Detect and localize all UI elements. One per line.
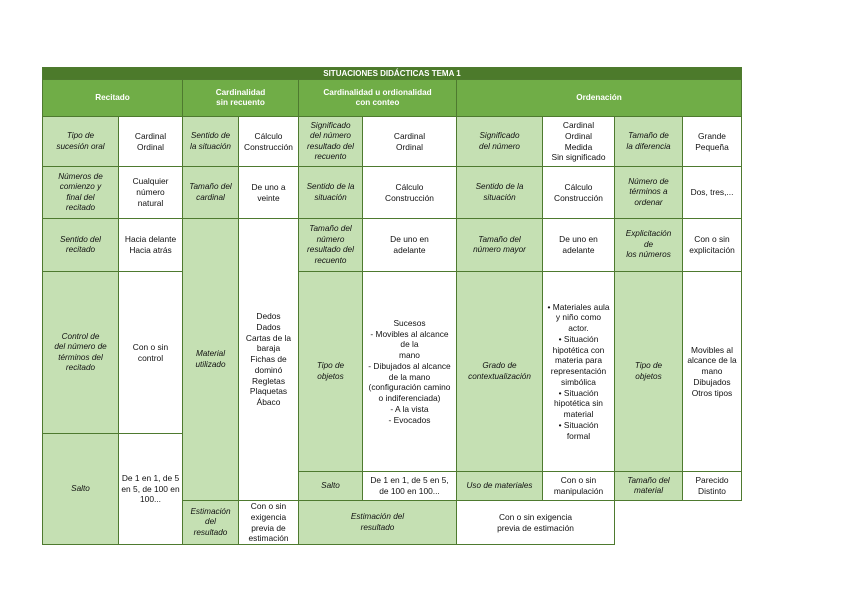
ordenacion-value: Grande Pequeña [683,117,742,167]
recitado-value: De 1 en 1, de 5 en 5, de 100 en 100... [119,434,183,545]
ordenacion-label: Tamaño de la diferencia [615,117,683,167]
cardinalidad-label: Material utilizado [183,219,239,501]
header-recitado: Recitado [43,80,183,117]
ordenacion-value: Con o sin explicitación [683,219,742,272]
ordinalidad-value: Sucesos - Movibles al alcance de la mano - Dibujados al alcance de la mano (configuración camino o indiferenciada) - A la vista - Evocados [363,272,457,472]
ordenacion-value: Dos, tres,... [683,167,742,219]
recitado-label: Sentido del recitado [43,219,119,272]
ordinalidad-label: Estimación del resultado [183,501,239,545]
ordenacion-label: Explicitación de los números [615,219,683,272]
header-ordinalidad: Cardinalidad u ordionalidad con conteo [299,80,457,117]
cardinalidad-label: Tamaño del cardinal [183,167,239,219]
recitado-value: Con o sin control [119,272,183,434]
ordenacion-value: Parecido Distinto [683,472,742,501]
ordinalidad-label: Significado del número resultado del recuento [299,117,363,167]
ordinalidad-value: Cálculo Construcción [363,167,457,219]
ordenacion-value: Cardinal Ordinal Medida Sin significado [543,117,615,167]
ordenacion-value: De uno en adelante [543,219,615,272]
ordenacion-label: Número de términos a ordenar [615,167,683,219]
cardinalidad-value: De uno a veinte [239,167,299,219]
ordinalidad-value: De 1 en 1, de 5 en 5, de 100 en 100... [363,472,457,501]
ordenacion-value: Con o sin manipulación [543,472,615,501]
recitado-label: Tipo de sucesión oral [43,117,119,167]
ordenacion-label: Tipo de objetos [615,272,683,472]
cardinalidad-value: Dedos Dados Cartas de la baraja Fichas de dominó Regletas Plaquetas Ábaco [239,219,299,501]
ordinalidad-label: Tamaño del número resultado del recuento [299,219,363,272]
recitado-value: Cualquier número natural [119,167,183,219]
ordenacion-label: Tamaño del material [615,472,683,501]
ordenacion-label: Uso de materiales [457,472,543,501]
ordenacion-value: Movibles al alcance de la mano Dibujados Otros tipos [683,272,742,472]
ordinalidad-label: Tipo de objetos [299,272,363,472]
ordenacion-value: • Materiales aula y niño como actor. • Situación hipotética con materia para representación simbólica • Situación hipotética sin material • Situación formal [543,272,615,472]
recitado-label: Números de comienzo y final del recitado [43,167,119,219]
ordinalidad-value: Con o sin exigencia previa de estimación [239,501,299,545]
cardinalidad-label: Sentido de la situación [183,117,239,167]
recitado-label: Control de del número de términos del recitado [43,272,119,434]
ordinalidad-value: De uno en adelante [363,219,457,272]
cardinalidad-value: Cálculo Construcción [239,117,299,167]
ordenacion-label: Estimación del resultado [299,501,457,545]
ordinalidad-label: Sentido de la situación [299,167,363,219]
header-cardinalidad: Cardinalidad sin recuento [183,80,299,117]
recitado-label: Salto [43,434,119,545]
ordenacion-value: Cálculo Construcción [543,167,615,219]
ordinalidad-label: Salto [299,472,363,501]
ordinalidad-value: Cardinal Ordinal [363,117,457,167]
ordenacion-label: Sentido de la situación [457,167,543,219]
recitado-value: Cardinal Ordinal [119,117,183,167]
ordenacion-label: Significado del número [457,117,543,167]
recitado-value: Hacia delante Hacia atrás [119,219,183,272]
table-title: SITUACIONES DIDÁCTICAS TEMA 1 [43,68,742,80]
ordenacion-label: Grado de contextualización [457,272,543,472]
ordenacion-label: Tamaño del número mayor [457,219,543,272]
situaciones-table [42,67,742,545]
header-ordenacion: Ordenación [457,80,742,117]
ordenacion-value: Con o sin exigencia previa de estimación [457,501,615,545]
